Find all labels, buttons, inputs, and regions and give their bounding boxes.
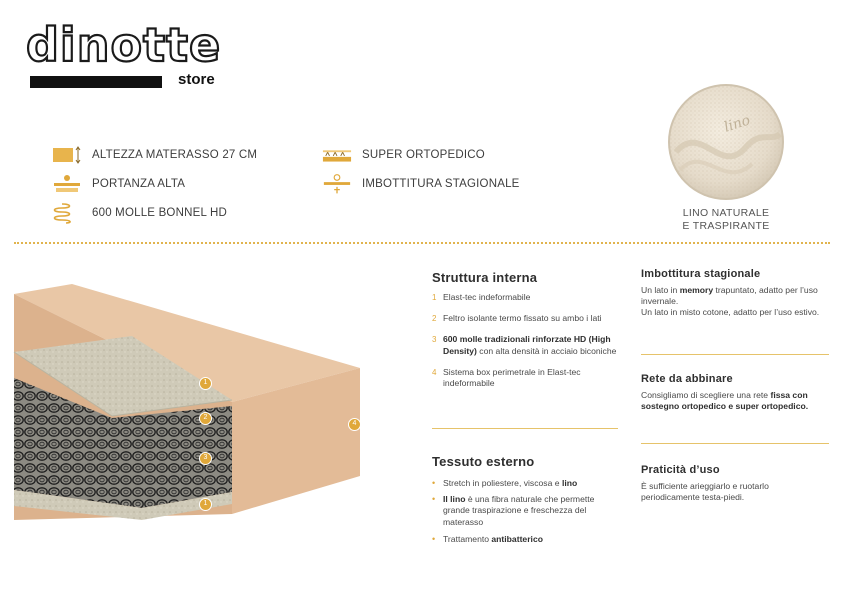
feature-springs (52, 203, 227, 223)
fabric-swatch (666, 82, 786, 202)
tessuto-title: Tessuto esterno (432, 454, 535, 469)
imbottitura-rule (641, 354, 829, 355)
struttura-item-4: 4 Sistema box perimetrale in Elast-tec indeformabile (432, 366, 581, 389)
feature-seasonal-label: IMBOTTITURA STAGIONALE (362, 178, 520, 190)
feature-load (52, 174, 185, 194)
height-icon (52, 145, 82, 165)
spring-icon (52, 203, 82, 223)
struttura-item-2: 2 Feltro isolante termo fissato su ambo i lati (432, 313, 602, 324)
marker-3: 3 (199, 452, 212, 465)
feature-orthopedic (322, 145, 485, 165)
imbottitura-text-1: Un lato in memory trapuntato, adatto per l’uso invernale. (641, 285, 818, 307)
brand-logo (26, 18, 236, 92)
tessuto-item-3: • Trattamento antibatterico (432, 533, 543, 544)
fabric-label-line2: E TRASPIRANTE (682, 220, 770, 232)
marker-4: 4 (348, 418, 361, 431)
fabric-label (648, 207, 804, 233)
swatch-text: lino (722, 112, 753, 136)
struttura-section (432, 270, 622, 389)
struttura-item-1: 1 Elast-tec indeformabile (432, 292, 531, 302)
praticita-title: Praticità d’uso (641, 464, 720, 476)
feature-height-label: ALTEZZA MATERASSO 27 CM (92, 149, 258, 161)
marker-1-top: 1 (199, 377, 212, 390)
brand-name: dinotte (26, 18, 222, 72)
feature-load-label: PORTANZA ALTA (92, 178, 186, 190)
load-capacity-icon (52, 174, 82, 194)
struttura-rule (432, 428, 618, 429)
rete-text: Consigliamo di scegliere una rete fissa con sostegno ortopedico e super ortopedico. (641, 390, 809, 412)
feature-orthopedic-label: SUPER ORTOPEDICO (362, 149, 485, 161)
imbottitura-section (641, 268, 827, 319)
fabric-label-line1: LINO NATURALE (682, 207, 770, 219)
struttura-item-3: 3 600 molle tradizionali rinforzate HD (High Density) con alta densità in acciaio biconiche (432, 334, 617, 356)
feature-seasonal (322, 174, 520, 194)
marker-1-bottom: 1 (199, 498, 212, 511)
imbottitura-title: Imbottitura stagionale (641, 268, 761, 280)
praticita-section (641, 464, 827, 503)
brand-sub: store (178, 71, 215, 88)
praticita-text: È sufficiente arieggiarlo e ruotarlo periodicamente testa-piedi. (641, 481, 769, 503)
rete-section (641, 373, 827, 412)
marker-2: 2 (199, 412, 212, 425)
mattress-cutaway (12, 282, 372, 532)
rete-rule (641, 443, 829, 444)
seasonal-padding-icon (322, 174, 352, 194)
rete-title: Rete da abbinare (641, 373, 733, 385)
orthopedic-icon (322, 145, 352, 165)
struttura-title: Struttura interna (432, 270, 538, 285)
tessuto-section (432, 454, 622, 545)
imbottitura-text-2: Un lato in misto cotone, adatto per l’uso estivo. (641, 307, 820, 318)
section-divider (14, 242, 830, 244)
feature-height (52, 145, 257, 165)
feature-springs-label: 600 MOLLE BONNEL HD (92, 207, 228, 219)
tessuto-item-2: • Il lino è una fibra naturale che permette grande traspirazione e freschezza del materasso (432, 494, 595, 527)
tessuto-item-1: • Stretch in poliestere, viscosa e lino (432, 478, 578, 488)
logo-bar (30, 76, 162, 88)
